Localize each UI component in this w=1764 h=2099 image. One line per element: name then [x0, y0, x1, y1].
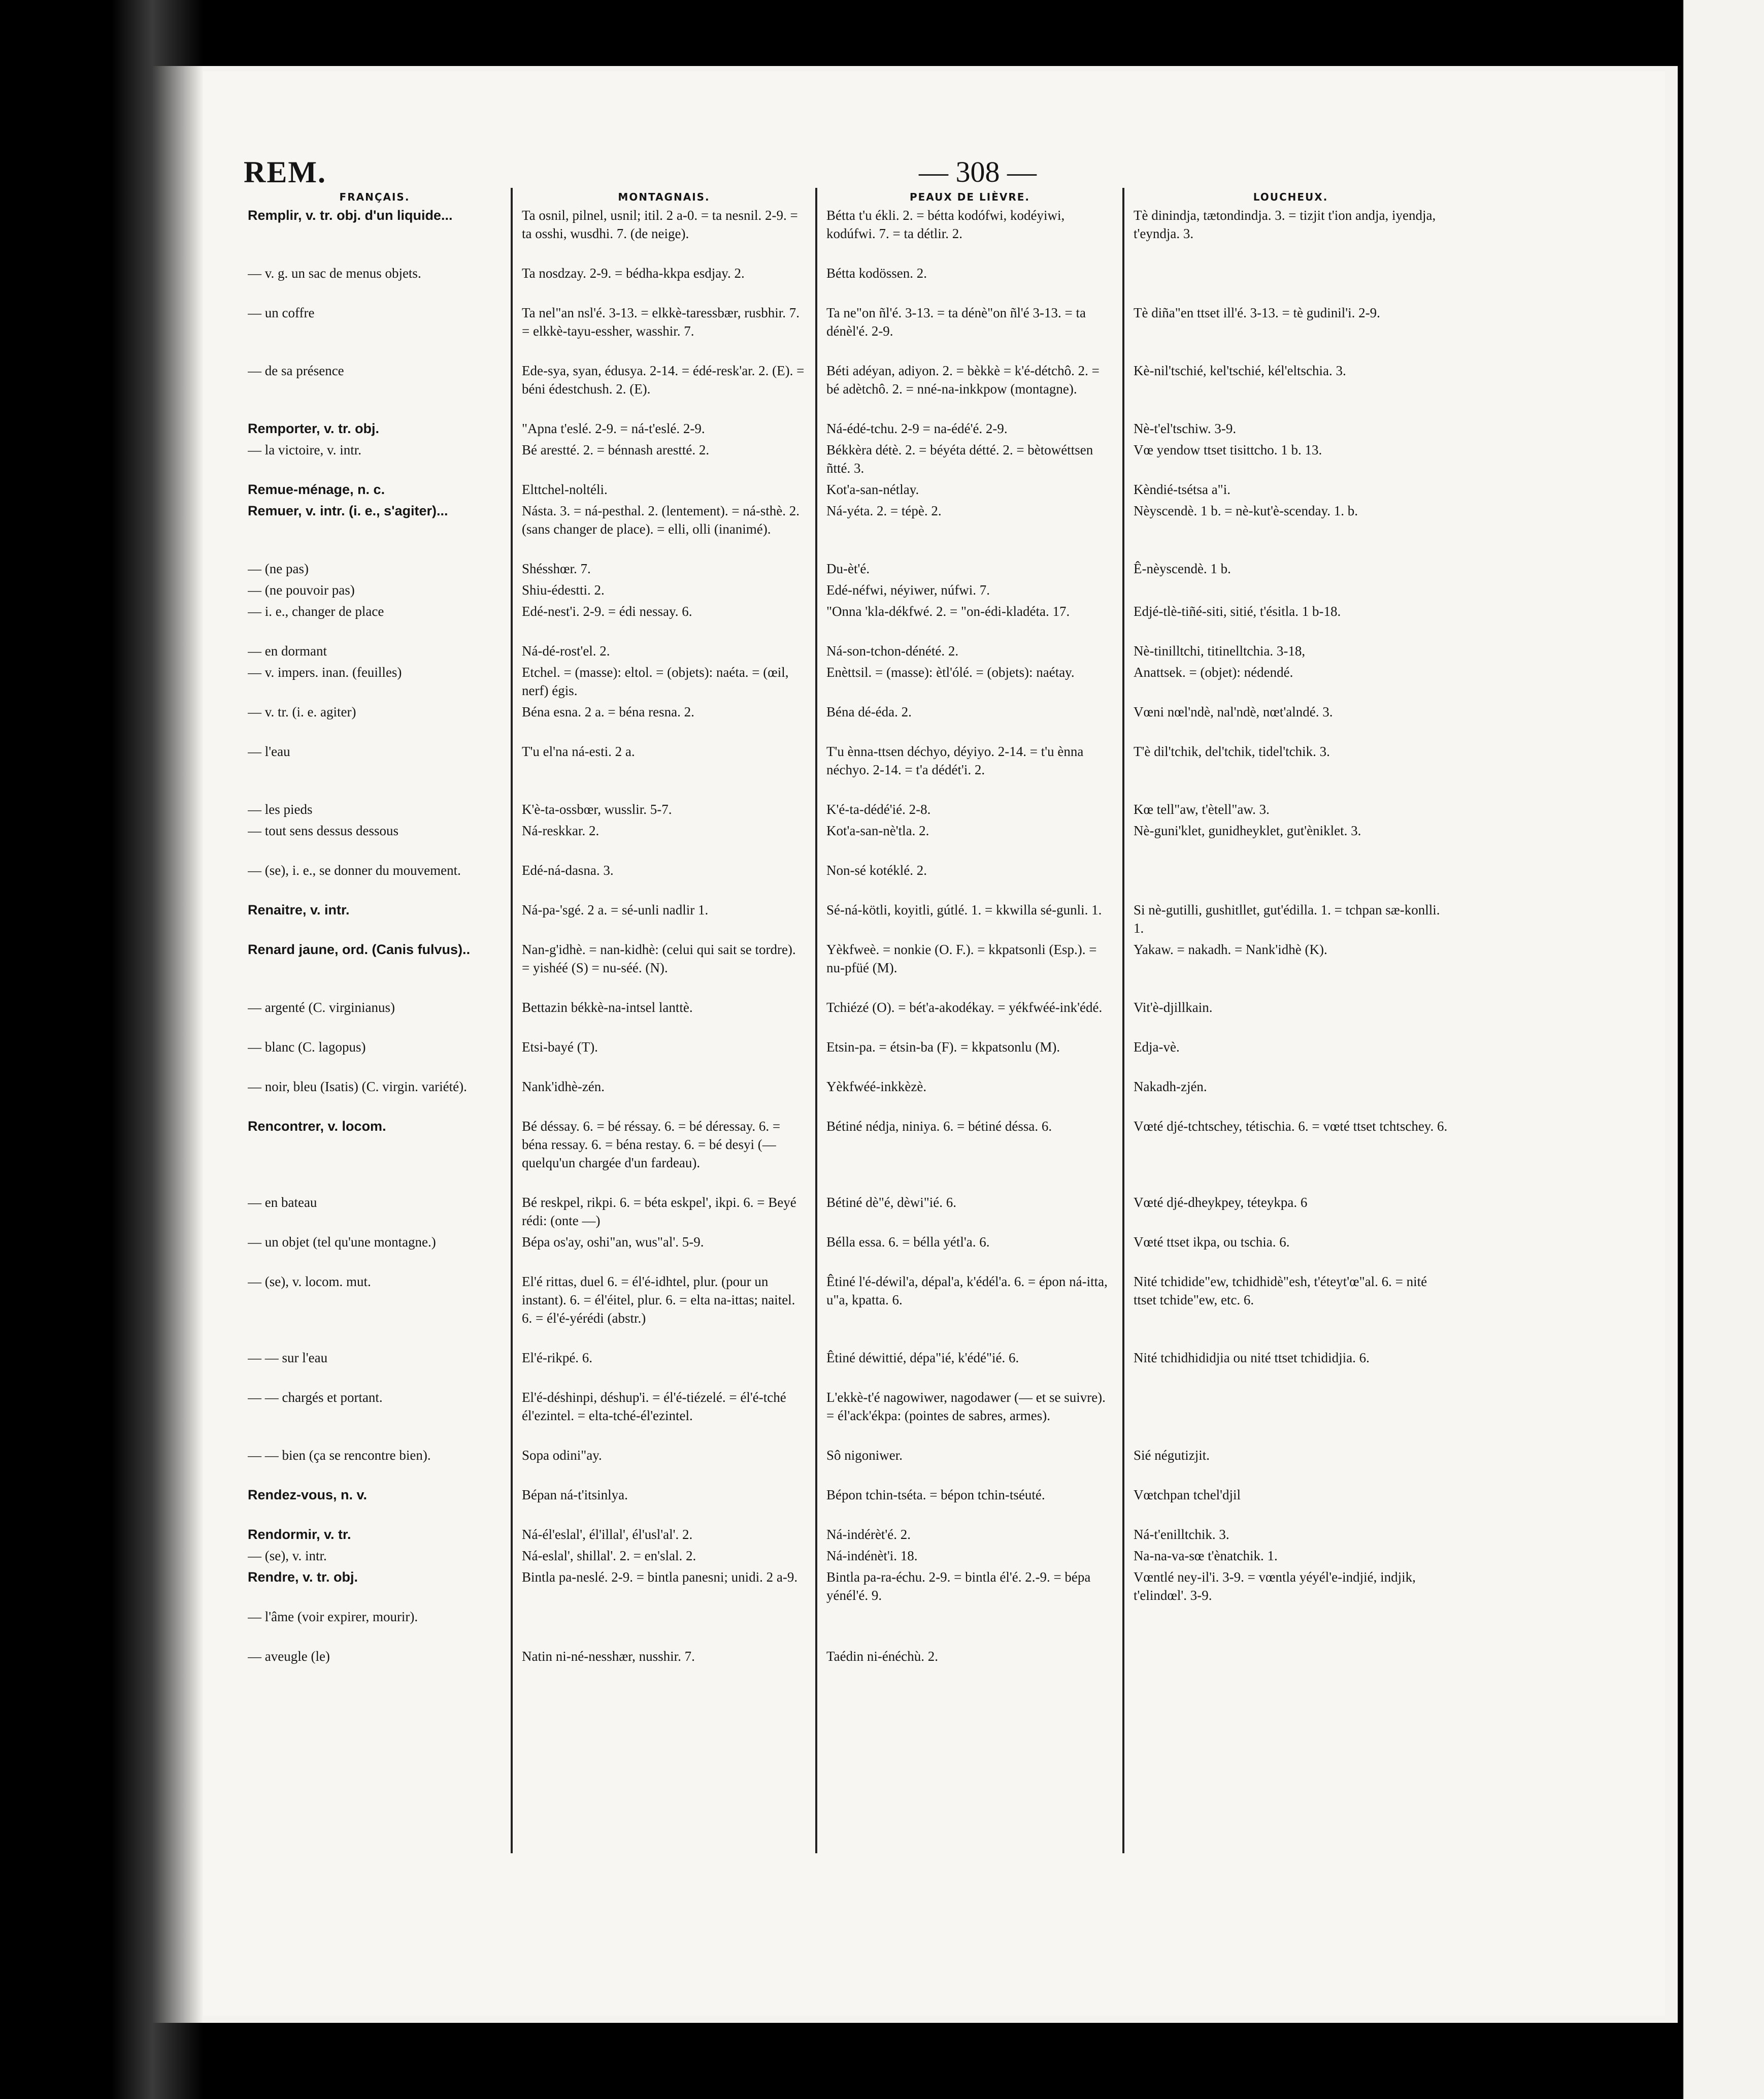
entry-pl-cell: Edé-néfwi, néyiwer, núfwi. 7.	[826, 582, 990, 598]
entry-mo-cell: Ná-dé-rost'el. 2.	[522, 643, 610, 659]
entry-fr-cell: Rendormir, v. tr.	[248, 1527, 351, 1542]
entry-mo-cell: Elttchel-noltéli.	[522, 482, 608, 497]
entry-lo-cell: Kè-nil'tschié, kel'tschié, kél'eltschia. 3.	[1134, 363, 1346, 378]
entry-fr-cell: — v. impers. inan. (feuilles)	[248, 665, 402, 680]
entry-mo-cell: T'u el'na ná-esti. 2 a.	[522, 744, 635, 759]
entry-pl-cell: Ná-indénèt'i. 18.	[826, 1548, 918, 1563]
entry-pl-cell: T'u ènna-ttsen déchyo, déyiyo. 2-14. = t'u ènna néchyo. 2-14. = t'a dédét'i. 2.	[826, 744, 1084, 777]
entry-pl-cell: Sô nigoniwer.	[826, 1448, 903, 1463]
entry-fr-cell: Remue-ménage, n. c.	[248, 482, 385, 497]
entry-mo-cell: Bépa os'ay, oshi"an, wus"al'. 5-9.	[522, 1234, 704, 1250]
entry-fr-cell: — un coffre	[248, 305, 315, 320]
entry-fr-cell: — aveugle (le)	[248, 1649, 330, 1664]
entry-lo-cell: Nèyscendè. 1 b. = nè-kut'è-scenday. 1. b.	[1134, 503, 1358, 518]
entry-lo-cell: Vit'è-djillkain.	[1134, 1000, 1213, 1015]
entry-mo-cell: Sopa odini"ay.	[522, 1448, 602, 1463]
running-head: REM.	[244, 155, 326, 189]
entry-lo-cell: T'è dil'tchik, del'tchik, tidel'tchik. 3.	[1134, 744, 1330, 759]
entry-pl-cell: Békkèra détè. 2. = béyéta détté. 2. = bètowéttsen ñtté. 3.	[826, 442, 1093, 476]
scan-top-border	[0, 0, 1764, 66]
column-heading-francais: FRANÇAIS.	[339, 191, 410, 203]
entry-pl-cell: Non-sé kotéklé. 2.	[826, 863, 927, 878]
entries-peaux-de-lievre	[826, 206, 1113, 1668]
entry-lo-cell: Na-na-va-sœ t'ènatchik. 1.	[1134, 1548, 1278, 1563]
entry-mo-cell: Nan-g'idhè. = nan-kidhè: (celui qui sait se tordre). = yishéé (S) = nu-séé. (N).	[522, 942, 796, 975]
entry-lo-cell: Vœté djé-tchtschey, tétischia. 6. = vœté ttset tchtschey. 6.	[1134, 1119, 1448, 1134]
entry-mo-cell: Béna esna. 2 a. = béna resna. 2.	[522, 704, 694, 719]
entry-lo-cell	[1134, 264, 1448, 304]
column-peaux-de-lievre	[817, 188, 1124, 1853]
entry-pl-cell: Bélla essa. 6. = bélla yétl'a. 6.	[826, 1234, 990, 1250]
entry-fr-cell: — argenté (C. virginianus)	[248, 1000, 395, 1015]
entry-lo-cell	[1134, 1608, 1448, 1647]
entry-mo-cell: Etsi-bayé (T).	[522, 1039, 598, 1055]
entry-lo-cell: Tè diña"en ttset ill'é. 3-13. = tè gudinil'i. 2-9.	[1134, 305, 1380, 320]
entry-mo-cell: Ede-sya, syan, édusya. 2-14. = édé-resk'ar. 2. (E). = béni édestchush. 2. (E).	[522, 363, 805, 397]
entry-fr-cell: Rencontrer, v. locom.	[248, 1119, 386, 1134]
entry-lo-cell: Tè dinindja, tætondindja. 3. = tizjit t'ion andja, iyendja, t'eyndja. 3.	[1134, 208, 1436, 241]
entry-mo-cell: Nank'idhè-zén.	[522, 1079, 605, 1094]
column-heading-loucheux: LOUCHEUX.	[1253, 191, 1328, 203]
entry-lo-cell: Vœté ttset ikpa, ou tschia. 6.	[1134, 1234, 1290, 1250]
entry-mo-cell: Ná-pa-'sgé. 2 a. = sé-unli nadlir 1.	[522, 902, 709, 917]
entry-mo-cell: Edé-nest'i. 2-9. = édi nessay. 6.	[522, 604, 692, 619]
entry-fr-cell: — v. g. un sac de menus objets.	[248, 266, 421, 281]
entry-mo-cell: Násta. 3. = ná-pesthal. 2. (lentement). = ná-sthè. 2. (sans changer de place). = elli, olli (inanimé).	[522, 503, 800, 537]
entry-fr-cell: — un objet (tel qu'une montagne.)	[248, 1234, 436, 1250]
entry-pl-cell: Béna dé-éda. 2.	[826, 704, 912, 719]
entry-lo-cell: Nité tchidide"ew, tchidhidè"esh, t'éteyt'œ"al. 6. = nité ttset tchide"ew, etc. 6.	[1134, 1274, 1427, 1307]
entry-fr-cell: Rendez-vous, n. v.	[248, 1487, 368, 1502]
entry-pl-cell: Sé-ná-kötli, koyitli, gútlé. 1. = kkwilla sé-gunli. 1.	[826, 902, 1102, 917]
entry-lo-cell	[1134, 861, 1448, 901]
entries-montagnais	[522, 206, 806, 1668]
entry-pl-cell: Béti adéyan, adiyon. 2. = bèkkè = k'é-détchô. 2. = bé adètchô. 2. = nné-na-inkkpow (montagne).	[826, 363, 1100, 397]
entry-pl-cell: Ná-édé-tchu. 2-9 = na-édé'é. 2-9.	[826, 421, 1008, 436]
entry-pl-cell: Kot'a-san-nè'tla. 2.	[826, 823, 929, 838]
entry-pl-cell: Ta ne"on ñl'é. 3-13. = ta dénè"on ñl'é 3-13. = ta dénèl'é. 2-9.	[826, 305, 1086, 339]
entry-mo-cell: Ta nosdzay. 2-9. = bédha-kkpa esdjay. 2.	[522, 266, 745, 281]
entry-lo-cell: Kœ tell"aw, t'ètell"aw. 3.	[1134, 802, 1270, 817]
entry-pl-cell: Taédin ni-énéchù. 2.	[826, 1649, 939, 1664]
entry-fr-cell: — v. tr. (i. e. agiter)	[248, 704, 356, 719]
entry-fr-cell: — i. e., changer de place	[248, 604, 384, 619]
entry-fr-cell: — — bien (ça se rencontre bien).	[248, 1448, 431, 1463]
entry-pl-cell: Bépon tchin-tséta. = bépon tchin-tséuté.	[826, 1487, 1045, 1502]
entry-lo-cell: Sié négutizjit.	[1134, 1448, 1210, 1463]
entry-fr-cell: — les pieds	[248, 802, 313, 817]
entry-mo-cell: Ta osnil, pilnel, usnil; itil. 2 a-0. = ta nesnil. 2-9. = ta osshi, wusdhi. 7. (de neige).	[522, 208, 798, 241]
column-heading-peaux-de-lievre: PEAUX DE LIÈVRE.	[909, 191, 1030, 203]
entry-fr-cell: — (se), v. locom. mut.	[248, 1274, 371, 1289]
entry-mo-cell: Shésshœr. 7.	[522, 561, 591, 576]
entry-pl-cell: Kot'a-san-nétlay.	[826, 482, 919, 497]
entry-mo-cell: Bépan ná-t'itsinlya.	[522, 1487, 628, 1502]
column-loucheux	[1124, 188, 1457, 1853]
entry-pl-cell: Êtiné l'é-déwil'a, dépal'a, k'édél'a. 6. = épon ná-itta, u"a, kpatta. 6.	[826, 1274, 1108, 1307]
entry-fr-cell: Renaitre, v. intr.	[248, 902, 350, 917]
entry-mo-cell: "Apna t'eslé. 2-9. = ná-t'eslé. 2-9.	[522, 421, 705, 436]
entry-fr-cell: — (se), v. intr.	[248, 1548, 327, 1563]
entry-pl-cell: Ná-yéta. 2. = tépè. 2.	[826, 503, 942, 518]
entry-lo-cell: Nè-guni'klet, gunidheyklet, gut'èniklet. 3.	[1134, 823, 1361, 838]
entry-pl-cell: "Onna 'kla-dékfwé. 2. = "on-édi-kladéta. 17.	[826, 604, 1070, 619]
entry-fr-cell: — la victoire, v. intr.	[248, 442, 361, 457]
entry-lo-cell	[1134, 1388, 1448, 1446]
entry-pl-cell	[826, 1608, 1113, 1647]
entry-pl-cell: Bétiné nédja, niniya. 6. = bétiné déssa. 6.	[826, 1119, 1052, 1134]
entry-fr-cell: — (ne pas)	[248, 561, 309, 576]
entry-pl-cell: L'ekkè-t'é nagowiwer, nagodawer (— et se suivre). = él'ack'ékpa: (pointes de sabres, armes).	[826, 1390, 1106, 1423]
entry-mo-cell: Ná-reskkar. 2.	[522, 823, 600, 838]
dictionary-columns	[239, 188, 1457, 1853]
entry-mo-cell: Shiu-édestti. 2.	[522, 582, 605, 598]
column-heading-montagnais: MONTAGNAIS.	[618, 191, 710, 203]
entry-mo-cell: Bettazin békkè-na-intsel lanttè.	[522, 1000, 693, 1015]
column-montagnais	[513, 188, 817, 1853]
entry-lo-cell: Nité tchidhididjia ou nité ttset tchididjia. 6.	[1134, 1350, 1370, 1365]
entry-lo-cell: Kèndié-tsétsa a"i.	[1134, 482, 1230, 497]
entry-fr-cell: Remporter, v. tr. obj.	[248, 421, 380, 436]
entry-lo-cell: Vœtchpan tchel'djil	[1134, 1487, 1241, 1502]
entry-lo-cell: Vœ yendow ttset tisittcho. 1 b. 13.	[1134, 442, 1322, 457]
entry-pl-cell: Yèkfwéé-inkkèzè.	[826, 1079, 927, 1094]
entry-lo-cell: Vœni nœl'ndè, nal'ndè, nœt'alndé. 3.	[1134, 704, 1333, 719]
entry-mo-cell: Bintla pa-neslé. 2-9. = bintla panesni; unidi. 2 a-9.	[522, 1569, 798, 1585]
entry-mo-cell: Ná-él'eslal', él'illal', él'usl'al'. 2.	[522, 1527, 693, 1542]
entry-mo-cell: Edé-ná-dasna. 3.	[522, 863, 614, 878]
entry-lo-cell: Ê-nèyscendè. 1 b.	[1134, 561, 1231, 576]
entry-lo-cell	[1134, 581, 1448, 602]
entry-fr-cell: — blanc (C. lagopus)	[248, 1039, 366, 1055]
entry-pl-cell: Êtiné déwittié, dépa"ié, k'édé"ié. 6.	[826, 1350, 1019, 1365]
entry-lo-cell	[1134, 1647, 1448, 1668]
entry-lo-cell: Si nè-gutilli, gushitllet, gut'édilla. 1. = tchpan sæ-konlli. 1.	[1134, 902, 1440, 936]
entry-pl-cell: Tchiézé (O). = bét'a-akodékay. = yékfwéé-ink'édé.	[826, 1000, 1103, 1015]
entry-pl-cell: Ná-son-tchon-dénété. 2.	[826, 643, 959, 659]
entry-mo-cell: Etchel. = (masse): eltol. = (objets): naéta. = (œil, nerf) égis.	[522, 665, 789, 698]
entry-lo-cell: Vœntlé ney-il'i. 3-9. = vœntla yéyél'e-indjié, indjik, t'elindœl'. 3-9.	[1134, 1569, 1416, 1603]
entry-lo-cell: Vœté djé-dheykpey, téteykpa. 6	[1134, 1195, 1308, 1210]
entry-pl-cell: Enèttsil. = (masse): ètl'ólé. = (objets): naétay.	[826, 665, 1075, 680]
entry-mo-cell: El'é rittas, duel 6. = él'é-idhtel, plur. (pour un instant). 6. = él'éitel, plur. 6. = elta na-ittas; naitel. 6. = él'é-yérédi (abstr.)	[522, 1274, 795, 1326]
entry-lo-cell: Nè-tinilltchi, titinelltchia. 3-18,	[1134, 643, 1306, 659]
entry-fr-cell: — en bateau	[248, 1195, 317, 1210]
entry-mo-cell: Ta nel"an nsl'é. 3-13. = elkkè-taressbær, rusbhir. 7. = elkkè-tayu-essher, wasshir. 7.	[522, 305, 800, 339]
entry-fr-cell: — — sur l'eau	[248, 1350, 328, 1365]
entry-pl-cell: Bétta t'u ékli. 2. = bétta kodófwi, kodéyiwi, kodúfwi. 7. = ta détlir. 2.	[826, 208, 1065, 241]
entry-fr-cell: — (se), i. e., se donner du mouvement.	[248, 863, 461, 878]
entry-lo-cell: Nakadh-zjén.	[1134, 1079, 1207, 1094]
entry-lo-cell: Edjé-tlè-tiñé-siti, sitié, t'ésitla. 1 b-18.	[1134, 604, 1341, 619]
entries-francais	[248, 206, 502, 1668]
entry-fr-cell: — — chargés et portant.	[248, 1390, 383, 1405]
scan-right-edge	[1678, 0, 1764, 2099]
entry-fr-cell: Remuer, v. intr. (i. e., s'agiter)...	[248, 503, 448, 518]
entry-fr-cell: Remplir, v. tr. obj. d'un liquide...	[248, 208, 453, 223]
entry-pl-cell: Bintla pa-ra-échu. 2-9. = bintla él'é. 2.-9. = bépa yénél'é. 9.	[826, 1569, 1091, 1603]
entry-fr-cell: — (ne pouvoir pas)	[248, 582, 355, 598]
entry-mo-cell	[522, 1608, 806, 1647]
entry-pl-cell: Du-èt'é.	[826, 561, 870, 576]
entry-pl-cell: Etsin-pa. = étsin-ba (F). = kkpatsonlu (M).	[826, 1039, 1060, 1055]
entry-pl-cell: Bétta kodössen. 2.	[826, 266, 927, 281]
entry-lo-cell: Nè-t'el'tschiw. 3-9.	[1134, 421, 1237, 436]
entry-mo-cell: Natin ni-né-nesshær, nusshir. 7.	[522, 1649, 695, 1664]
entry-lo-cell: Edja-vè.	[1134, 1039, 1180, 1055]
entry-mo-cell: Bé déssay. 6. = bé réssay. 6. = bé déressay. 6. = béna ressay. 6. = béna restay. 6. = bé desyi (— quelqu'un chargée d'un fardeau).	[522, 1119, 781, 1170]
entry-mo-cell: El'é-déshinpi, déshup'i. = él'é-tiézelé. = él'é-tché él'ezintel. = elta-tché-él'ezintel.	[522, 1390, 786, 1423]
entry-lo-cell: Anattsek. = (objet): nédendé.	[1134, 665, 1293, 680]
entry-pl-cell: K'é-ta-dédé'ié. 2-8.	[826, 802, 931, 817]
entry-pl-cell: Yèkfweè. = nonkie (O. F.). = kkpatsonli (Esp.). = nu-pfüé (M).	[826, 942, 1097, 975]
entry-mo-cell: El'é-rikpé. 6.	[522, 1350, 593, 1365]
entry-fr-cell: — l'âme (voir expirer, mourir).	[248, 1609, 418, 1624]
entry-mo-cell: Bé arestté. 2. = bénnash arestté. 2.	[522, 442, 710, 457]
entry-lo-cell: Ná-t'enilltchik. 3.	[1134, 1527, 1229, 1542]
entries-loucheux	[1134, 206, 1448, 1668]
entry-mo-cell: K'è-ta-ossbœr, wusslir. 5-7.	[522, 802, 672, 817]
entry-fr-cell: Renard jaune, ord. (Canis fulvus)..	[248, 942, 471, 957]
entry-pl-cell: Ná-indérèt'é. 2.	[826, 1527, 911, 1542]
entry-fr-cell: — noir, bleu (Isatis) (C. virgin. variété).	[248, 1079, 467, 1094]
scan-binding-shadow	[0, 0, 203, 2099]
scan-bottom-border	[0, 2023, 1764, 2099]
page-number: — 308 —	[919, 155, 1037, 188]
entry-fr-cell: — en dormant	[248, 643, 327, 659]
entry-mo-cell: Bé reskpel, rikpi. 6. = béta eskpel', ikpi. 6. = Beyé rédi: (onte —)	[522, 1195, 796, 1228]
entry-fr-cell: — tout sens dessus dessous	[248, 823, 399, 838]
entry-pl-cell: Bétiné dè"é, dèwi"ié. 6.	[826, 1195, 956, 1210]
column-francais	[239, 188, 513, 1853]
entry-mo-cell: Ná-eslal', shillal'. 2. = en'slal. 2.	[522, 1548, 696, 1563]
entry-fr-cell: — l'eau	[248, 744, 290, 759]
entry-fr-cell: — de sa présence	[248, 363, 344, 378]
entry-lo-cell: Yakaw. = nakadh. = Nank'idhè (K).	[1134, 942, 1327, 957]
entry-fr-cell: Rendre, v. tr. obj.	[248, 1569, 358, 1585]
